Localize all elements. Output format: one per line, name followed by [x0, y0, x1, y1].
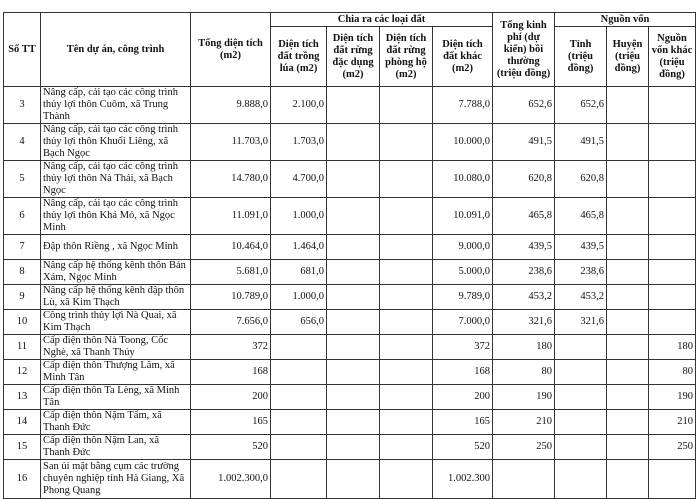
table-row — [4, 434, 696, 459]
cell-total-area: 9.888,0 — [191, 87, 271, 124]
cell-protection-forest — [380, 235, 433, 260]
cell-compensation-cost: 321,6 — [493, 309, 555, 334]
cell-compensation-cost: 210 — [493, 409, 555, 434]
header-province-fund: Tỉnh (triệu đồng) — [555, 27, 607, 87]
cell-stt: 16 — [4, 459, 41, 498]
cell-compensation-cost: 80 — [493, 359, 555, 384]
cell-district-fund — [607, 259, 649, 284]
cell-stt: 3 — [4, 87, 41, 124]
cell-project-name: Nâng cấp hệ thống kênh thôn Bản Xám, Ngọc Minh — [41, 259, 191, 284]
cell-district-fund — [607, 459, 649, 498]
cell-district-fund — [607, 309, 649, 334]
cell-rice-land: 681,0 — [271, 259, 327, 284]
cell-protection-forest — [380, 259, 433, 284]
cell-province-fund: 620,8 — [555, 161, 607, 198]
cell-project-name: Nâng cấp, cải tạo các công trình thủy lợi thôn Cuôm, xã Trung Thành — [41, 87, 191, 124]
header-compensation-cost: Tổng kinh phí (dự kiến) bồi thường (triệu đồng) — [493, 13, 555, 87]
cell-protection-forest — [380, 384, 433, 409]
cell-special-forest — [327, 259, 380, 284]
cell-special-forest — [327, 87, 380, 124]
table-row — [4, 334, 696, 359]
cell-district-fund — [607, 434, 649, 459]
cell-total-area: 168 — [191, 359, 271, 384]
cell-district-fund — [607, 284, 649, 309]
cell-compensation-cost: 250 — [493, 434, 555, 459]
cell-province-fund — [555, 434, 607, 459]
cell-special-forest — [327, 284, 380, 309]
cell-compensation-cost — [493, 459, 555, 498]
cell-total-area: 1.002.300,0 — [191, 459, 271, 498]
header-stt: Số TT — [4, 13, 41, 87]
cell-stt: 11 — [4, 334, 41, 359]
table-row — [4, 459, 696, 498]
cell-project-name: Nâng cấp, cải tạo các công trình thủy lợi thôn Nà Thái, xã Bạch Ngọc — [41, 161, 191, 198]
cell-other-land: 10.000,0 — [433, 124, 493, 161]
cell-rice-land: 1.000,0 — [271, 198, 327, 235]
cell-stt: 5 — [4, 161, 41, 198]
cell-stt: 9 — [4, 284, 41, 309]
cell-other-fund: 210 — [649, 409, 696, 434]
table-body — [4, 87, 696, 499]
land-project-table — [3, 12, 696, 499]
cell-special-forest — [327, 198, 380, 235]
cell-other-fund: 80 — [649, 359, 696, 384]
cell-province-fund — [555, 359, 607, 384]
cell-protection-forest — [380, 359, 433, 384]
cell-rice-land: 656,0 — [271, 309, 327, 334]
cell-rice-land — [271, 334, 327, 359]
cell-project-name: Cấp điện thôn Nặm Tẩm, xã Thanh Đức — [41, 409, 191, 434]
cell-protection-forest — [380, 309, 433, 334]
table-row — [4, 384, 696, 409]
table-row — [4, 409, 696, 434]
cell-stt: 7 — [4, 235, 41, 260]
cell-other-fund: 180 — [649, 334, 696, 359]
header-other-fund: Nguồn vốn khác (triệu đồng) — [649, 27, 696, 87]
cell-compensation-cost: 465,8 — [493, 198, 555, 235]
cell-project-name: San ủi mặt bằng cụm các trường chuyên nghiệp tỉnh Hà Giang, Xã Phong Quang — [41, 459, 191, 498]
cell-stt: 15 — [4, 434, 41, 459]
cell-special-forest — [327, 334, 380, 359]
cell-district-fund — [607, 235, 649, 260]
cell-district-fund — [607, 359, 649, 384]
cell-protection-forest — [380, 87, 433, 124]
cell-stt: 14 — [4, 409, 41, 434]
cell-other-fund — [649, 87, 696, 124]
cell-other-land: 200 — [433, 384, 493, 409]
cell-other-land: 7.000,0 — [433, 309, 493, 334]
cell-province-fund — [555, 409, 607, 434]
cell-special-forest — [327, 409, 380, 434]
cell-province-fund: 465,8 — [555, 198, 607, 235]
cell-compensation-cost: 439,5 — [493, 235, 555, 260]
cell-rice-land — [271, 434, 327, 459]
cell-protection-forest — [380, 124, 433, 161]
cell-compensation-cost: 491,5 — [493, 124, 555, 161]
cell-rice-land: 1.703,0 — [271, 124, 327, 161]
cell-district-fund — [607, 161, 649, 198]
cell-stt: 10 — [4, 309, 41, 334]
table-row — [4, 161, 696, 198]
cell-other-land: 7.788,0 — [433, 87, 493, 124]
cell-province-fund — [555, 334, 607, 359]
cell-other-land: 1.002.300 — [433, 459, 493, 498]
header-project-name: Tên dự án, công trình — [41, 13, 191, 87]
table-row — [4, 284, 696, 309]
cell-total-area: 5.681,0 — [191, 259, 271, 284]
cell-protection-forest — [380, 284, 433, 309]
cell-total-area: 520 — [191, 434, 271, 459]
cell-rice-land — [271, 459, 327, 498]
cell-rice-land: 1.464,0 — [271, 235, 327, 260]
cell-district-fund — [607, 384, 649, 409]
cell-rice-land — [271, 384, 327, 409]
cell-other-land: 165 — [433, 409, 493, 434]
cell-protection-forest — [380, 334, 433, 359]
cell-district-fund — [607, 198, 649, 235]
cell-rice-land: 1.000,0 — [271, 284, 327, 309]
cell-project-name: Nâng cấp, cải tạo các công trình thủy lợi thôn Khả Mỏ, xã Ngọc Minh — [41, 198, 191, 235]
cell-special-forest — [327, 309, 380, 334]
cell-other-fund — [649, 284, 696, 309]
table-row — [4, 124, 696, 161]
cell-rice-land — [271, 409, 327, 434]
header-special-forest: Diện tích đất rừng đặc dụng (m2) — [327, 27, 380, 87]
cell-total-area: 200 — [191, 384, 271, 409]
cell-special-forest — [327, 359, 380, 384]
cell-province-fund — [555, 459, 607, 498]
cell-protection-forest — [380, 161, 433, 198]
header-group-land-types: Chia ra các loại đất — [271, 13, 493, 27]
cell-compensation-cost: 238,6 — [493, 259, 555, 284]
cell-project-name: Đập thôn Riềng , xã Ngọc Minh — [41, 235, 191, 260]
cell-project-name: Nâng cấp hệ thống kênh đập thôn Lù, xã Kim Thạch — [41, 284, 191, 309]
cell-total-area: 165 — [191, 409, 271, 434]
cell-other-land: 10.091,0 — [433, 198, 493, 235]
cell-special-forest — [327, 235, 380, 260]
cell-stt: 6 — [4, 198, 41, 235]
cell-other-land: 168 — [433, 359, 493, 384]
cell-stt: 13 — [4, 384, 41, 409]
cell-total-area: 11.091,0 — [191, 198, 271, 235]
cell-compensation-cost: 652,6 — [493, 87, 555, 124]
cell-compensation-cost: 180 — [493, 334, 555, 359]
table-header — [4, 13, 696, 87]
cell-other-fund — [649, 235, 696, 260]
cell-protection-forest — [380, 198, 433, 235]
cell-other-fund — [649, 124, 696, 161]
table-row — [4, 259, 696, 284]
cell-province-fund: 453,2 — [555, 284, 607, 309]
cell-total-area: 14.780,0 — [191, 161, 271, 198]
header-total-area: Tổng diện tích (m2) — [191, 13, 271, 87]
cell-other-fund: 250 — [649, 434, 696, 459]
cell-other-fund — [649, 459, 696, 498]
cell-district-fund — [607, 334, 649, 359]
document-page — [3, 12, 695, 499]
table-row — [4, 235, 696, 260]
cell-protection-forest — [380, 434, 433, 459]
cell-protection-forest — [380, 409, 433, 434]
cell-rice-land — [271, 359, 327, 384]
cell-stt: 8 — [4, 259, 41, 284]
cell-special-forest — [327, 459, 380, 498]
header-rice-land: Diện tích đất trồng lúa (m2) — [271, 27, 327, 87]
cell-stt: 12 — [4, 359, 41, 384]
cell-district-fund — [607, 87, 649, 124]
cell-project-name: Cấp điện thôn Nà Toong, Cốc Nghè, xã Thanh Thủy — [41, 334, 191, 359]
cell-district-fund — [607, 124, 649, 161]
cell-project-name: Cấp điện thôn Ta Lèng, xã Minh Tân — [41, 384, 191, 409]
cell-special-forest — [327, 161, 380, 198]
cell-district-fund — [607, 409, 649, 434]
cell-other-land: 520 — [433, 434, 493, 459]
cell-province-fund: 238,6 — [555, 259, 607, 284]
header-other-land: Diện tích đất khác (m2) — [433, 27, 493, 87]
cell-project-name: Cấp điện thôn Thượng Lâm, xã Minh Tân — [41, 359, 191, 384]
cell-total-area: 10.789,0 — [191, 284, 271, 309]
cell-other-land: 10.080,0 — [433, 161, 493, 198]
cell-other-land: 9.789,0 — [433, 284, 493, 309]
cell-special-forest — [327, 124, 380, 161]
cell-compensation-cost: 453,2 — [493, 284, 555, 309]
cell-rice-land: 2.100,0 — [271, 87, 327, 124]
cell-total-area: 11.703,0 — [191, 124, 271, 161]
cell-province-fund: 321,6 — [555, 309, 607, 334]
cell-project-name: Công trình thủy lợi Nà Quai, xã Kim Thạch — [41, 309, 191, 334]
cell-total-area: 7.656,0 — [191, 309, 271, 334]
cell-compensation-cost: 190 — [493, 384, 555, 409]
cell-other-land: 5.000,0 — [433, 259, 493, 284]
cell-other-land: 9.000,0 — [433, 235, 493, 260]
cell-province-fund: 652,6 — [555, 87, 607, 124]
table-row — [4, 359, 696, 384]
cell-special-forest — [327, 384, 380, 409]
cell-province-fund: 491,5 — [555, 124, 607, 161]
cell-other-land: 372 — [433, 334, 493, 359]
cell-province-fund — [555, 384, 607, 409]
cell-other-fund — [649, 161, 696, 198]
cell-stt: 4 — [4, 124, 41, 161]
header-protection-forest: Diện tích đất rừng phòng hộ (m2) — [380, 27, 433, 87]
cell-project-name: Nâng cấp, cải tạo các công trình thủy lợi thôn Khuổi Liêng, xã Bạch Ngọc — [41, 124, 191, 161]
cell-other-fund — [649, 198, 696, 235]
cell-rice-land: 4.700,0 — [271, 161, 327, 198]
header-district-fund: Huyện (triệu đồng) — [607, 27, 649, 87]
cell-project-name: Cấp điện thôn Nặm Lan, xã Thanh Đức — [41, 434, 191, 459]
table-row — [4, 198, 696, 235]
table-row — [4, 309, 696, 334]
cell-total-area: 10.464,0 — [191, 235, 271, 260]
cell-special-forest — [327, 434, 380, 459]
cell-protection-forest — [380, 459, 433, 498]
cell-other-fund: 190 — [649, 384, 696, 409]
cell-province-fund: 439,5 — [555, 235, 607, 260]
cell-other-fund — [649, 259, 696, 284]
header-group-funding: Nguồn vốn — [555, 13, 696, 27]
cell-total-area: 372 — [191, 334, 271, 359]
cell-compensation-cost: 620,8 — [493, 161, 555, 198]
cell-other-fund — [649, 309, 696, 334]
table-row — [4, 87, 696, 124]
